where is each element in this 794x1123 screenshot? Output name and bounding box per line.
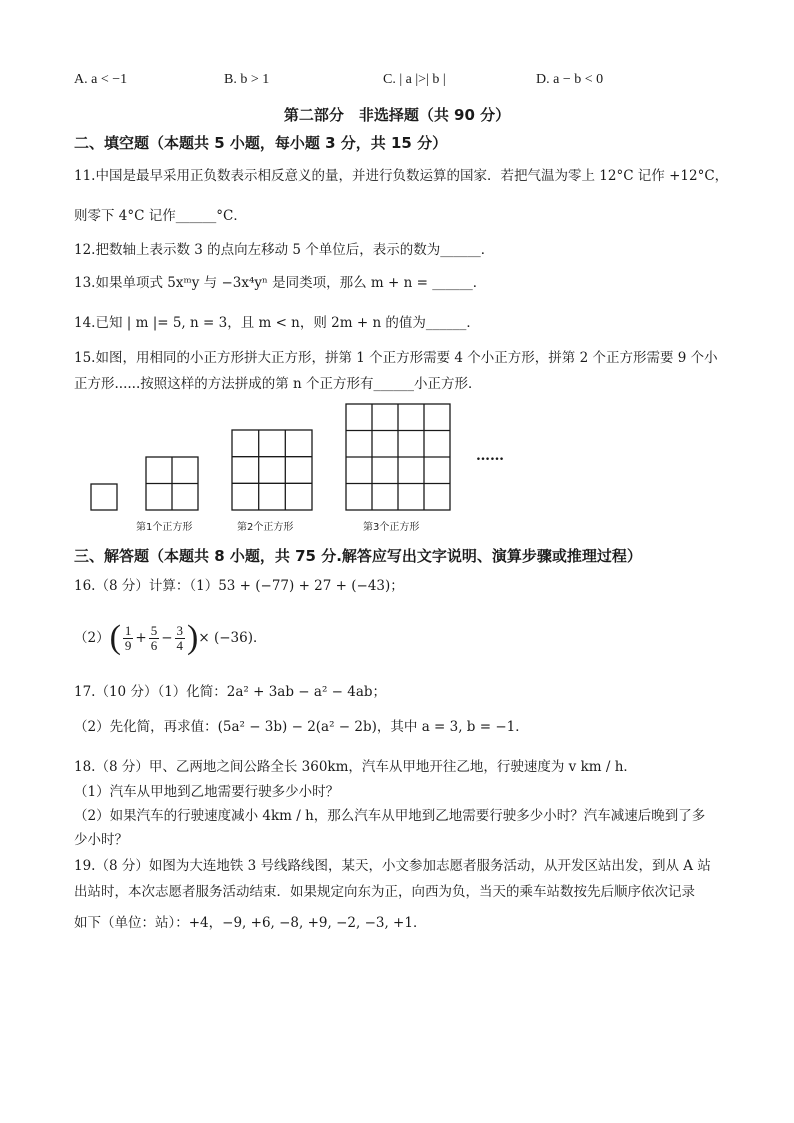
q15-line1: 15.如图，用相同的小正方形拼大正方形，拼第 1 个正方形需要 4 个小正方形，拼第 2 个正方形需要 9 个小 <box>74 350 718 366</box>
square-grid-4 <box>346 404 450 510</box>
option-b: B. b > 1 <box>224 72 270 87</box>
section2-heading: 二、填空题（本题共 5 小题，每小题 3 分，共 15 分） <box>74 134 448 152</box>
q16-part2-prefix: （2） <box>74 629 110 646</box>
q15-line2: 正方形......按照这样的方法拼成的第 n 个正方形有______小正方形． <box>74 376 482 392</box>
square-grid-2 <box>146 457 198 510</box>
caption-3: 第3个正方形 <box>363 522 420 533</box>
caption-2: 第2个正方形 <box>237 522 294 533</box>
section3-heading: 三、解答题（本题共 8 小题，共 75 分.解答应写出文字说明、演算步骤或推理过程） <box>74 547 642 565</box>
q14-text: 14.已知 | m |= 5, n = 3，且 m < n，则 2m + n 的值为______． <box>74 315 480 331</box>
fraction-1-9: $\frac{1}{9}$ <box>124 622 132 653</box>
q13-text: 13.如果单项式 5xᵐy 与 −3x⁴yⁿ 是同类项，那么 m + n = ______． <box>74 275 487 291</box>
q16-part1: 16.（8 分）计算：（1）53 + (−77) + 27 + (−43)； <box>74 578 404 594</box>
q16-part2: （2）( $\frac{1}{9}$ + $\frac{5}{6}$ − $\frac{3}{4}$ )× (−36)． <box>74 619 267 656</box>
q17-part2: （2）先化简，再求值：(5a² − 3b) − 2(a² − 2b)，其中 a = 3, b = −1． <box>74 719 529 735</box>
q18-text: 18.（8 分）甲、乙两地之间公路全长 360km，汽车从甲地开往乙地，行驶速度为 v km / h． <box>74 759 637 775</box>
part2-title: 第二部分 非选择题（共 90 分） <box>283 106 511 124</box>
q11-line2: 则零下 4°C 记作______°C． <box>74 208 247 224</box>
q19-line1: 19.（8 分）如图为大连地铁 3 号线路线图，某天，小文参加志愿者服务活动，从开发区站出发，到从 A 站 <box>74 858 711 874</box>
caption-1: 第1个正方形 <box>136 522 193 533</box>
square-grid-3 <box>232 430 312 510</box>
q11-line1: 11.中国是最早采用正负数表示相反意义的量，并进行负数运算的国家．若把气温为零上 12°C 记作 +12°C， <box>74 168 729 184</box>
right-paren: ) <box>187 619 199 656</box>
q12-text: 12.把数轴上表示数 3 的点向左移动 5 个单位后，表示的数为______． <box>74 242 495 258</box>
option-d: D. a − b < 0 <box>536 72 604 87</box>
left-paren: ( <box>109 619 121 656</box>
option-c: C. | a |>| b | <box>383 72 446 87</box>
figure-ellipsis: …… <box>476 448 504 464</box>
q18-part1: （1）汽车从甲地到乙地需要行驶多少小时？ <box>74 784 340 800</box>
option-a: A. a < −1 <box>74 72 128 87</box>
q18-part2-line1: （2）如果汽车的行驶速度减小 4km / h，那么汽车从甲地到乙地需要行驶多少小时？汽车减速后晚到了多 <box>74 808 706 824</box>
fraction-3-4: $\frac{3}{4}$ <box>176 622 184 653</box>
q18-part2-line2: 少小时？ <box>74 832 128 848</box>
square-grid-1 <box>91 484 117 510</box>
q16-part2-suffix: × (−36)． <box>198 629 267 646</box>
q19-line2: 出站时，本次志愿者服务活动结束．如果规定向东为正，向西为负，当天的乘车站数按先后顺序依次记录 <box>74 884 695 900</box>
fraction-5-6: $\frac{5}{6}$ <box>150 622 158 653</box>
q19-line3: 如下（单位：站）：+4，−9, +6, −8, +9, −2, −3, +1． <box>74 915 427 931</box>
q17-part1: 17.（10 分）（1）化简：2a² + 3ab − a² − 4ab； <box>74 684 387 700</box>
